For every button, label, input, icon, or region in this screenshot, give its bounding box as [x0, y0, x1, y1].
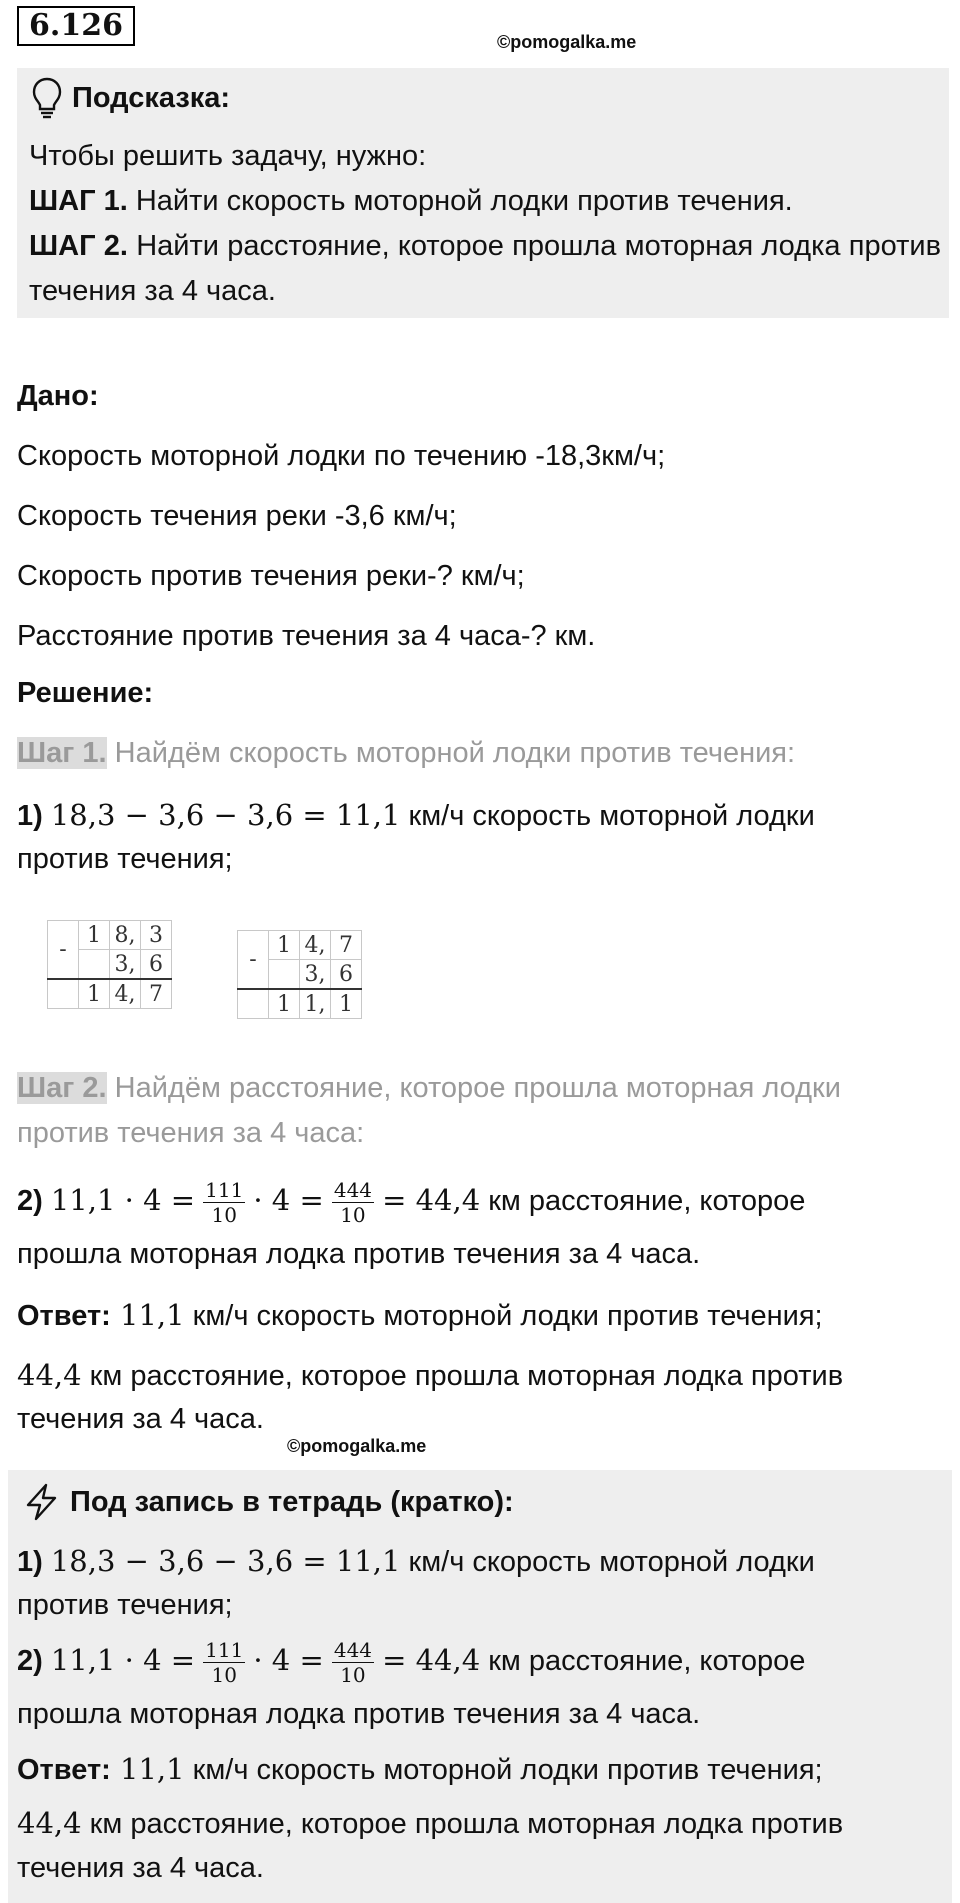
- watermark-bottom: ©pomogalka.me: [287, 1436, 427, 1456]
- digit-cell: 4,: [300, 931, 331, 960]
- item-2: [17, 1178, 805, 1227]
- given-line: Расстояние против течения за 4 часа-? км.: [17, 620, 596, 652]
- hint-step-2: [29, 224, 941, 314]
- lightbulb-icon: [31, 76, 63, 120]
- watermark-top: ©pomogalka.me: [497, 32, 637, 52]
- answer-text-2: км расстояние, которое прошла моторная лодка против: [81, 1360, 844, 1392]
- digit-cell: [238, 989, 269, 1019]
- minus-sign: -: [238, 931, 269, 990]
- item-1-text: км/ч скорость моторной лодки: [400, 800, 815, 832]
- digit-cell: 1: [269, 931, 300, 960]
- notes-item-1: [17, 1544, 815, 1579]
- digit-cell: [269, 960, 300, 990]
- given-line: Скорость моторной лодки по течению -18,3км/ч;: [17, 440, 666, 472]
- fraction-denominator: 10: [340, 1663, 366, 1687]
- answer-text-2: км расстояние, которое прошла моторная лодка против: [81, 1808, 844, 1840]
- item-2-number: 2): [17, 1185, 43, 1218]
- item-1-expression: 18,3 − 3,6 − 3,6 = 11,1: [50, 1544, 401, 1578]
- hint-step-2-text: Найти расстояние, которое прошла моторная лодка против течения за 4 часа.: [29, 230, 941, 307]
- answer-text-1: км/ч скорость моторной лодки против течения;: [184, 1300, 823, 1332]
- item-2-expression-b: · 4 =: [253, 1183, 324, 1218]
- item-1-text-cont: против течения;: [17, 843, 233, 875]
- problem-number: 6.126: [17, 6, 135, 46]
- answer-line-1: [17, 1298, 823, 1333]
- answer-line-3: течения за 4 часа.: [17, 1403, 264, 1435]
- answer-label: Ответ:: [17, 1300, 111, 1332]
- digit-cell: [48, 979, 79, 1009]
- column-subtraction-1: [47, 920, 172, 1009]
- digit-cell: 1: [331, 989, 362, 1019]
- fraction-111-10: [203, 1178, 245, 1227]
- fraction-numerator: 444: [333, 1178, 373, 1202]
- item-2-expression-b: · 4 =: [253, 1643, 324, 1678]
- item-1: [17, 798, 815, 833]
- hint-step-1: [29, 179, 941, 224]
- notes-answer-1: [17, 1752, 823, 1787]
- hint-title: Подсказка:: [72, 82, 231, 114]
- hint-step-2-label: ШАГ 2.: [29, 230, 128, 262]
- step-1-label: Шаг 1.: [17, 737, 107, 769]
- hint-box: [17, 68, 949, 318]
- item-2-expression-a: 11,1 · 4 =: [50, 1183, 196, 1218]
- item-1-number: 1): [17, 1546, 43, 1578]
- item-2-text-cont: прошла моторная лодка против течения за 4 часа.: [17, 1238, 701, 1270]
- column-subtraction-2: [237, 930, 362, 1019]
- digit-cell: 6: [141, 950, 172, 980]
- lightning-icon: [22, 1482, 62, 1522]
- digit-cell: 6: [331, 960, 362, 990]
- step-2-text: Найдём расстояние, которое прошла моторная лодки: [106, 1072, 841, 1104]
- answer-value-2: 44,4: [17, 1806, 82, 1840]
- notes-box: [8, 1470, 952, 1903]
- fraction-numerator: 111: [205, 1638, 244, 1662]
- fraction-denominator: 10: [211, 1663, 237, 1687]
- item-2-expression-c: = 44,4: [382, 1183, 481, 1218]
- solution-title: Решение:: [17, 677, 154, 709]
- item-2-expression-a: 11,1 · 4 =: [50, 1643, 196, 1678]
- notes-item-1-cont: против течения;: [17, 1589, 233, 1621]
- step-2-heading: [17, 1072, 841, 1105]
- answer-line-2: [17, 1358, 843, 1393]
- answer-value-1: 11,1: [110, 1298, 185, 1332]
- given-line: Скорость течения реки -3,6 км/ч;: [17, 500, 457, 532]
- step-2-label: Шаг 2.: [17, 1072, 107, 1104]
- item-1-expression: 18,3 − 3,6 − 3,6 = 11,1: [50, 798, 401, 832]
- fraction-444-10: [332, 1178, 374, 1227]
- item-2-text: км расстояние, которое: [480, 1185, 806, 1218]
- answer-text-1: км/ч скорость моторной лодки против течения;: [184, 1754, 823, 1786]
- digit-cell: 1: [79, 921, 110, 950]
- item-2-text: км расстояние, которое: [480, 1645, 806, 1678]
- digit-cell: 1,: [300, 989, 331, 1019]
- notes-answer-3: течения за 4 часа.: [17, 1852, 264, 1884]
- step-1-heading: [17, 737, 795, 770]
- item-2-expression-c: = 44,4: [382, 1643, 481, 1678]
- digit-cell: [79, 950, 110, 980]
- answer-value-1: 11,1: [110, 1752, 185, 1786]
- step-1-text: Найдём скорость моторной лодки против течения:: [106, 737, 796, 769]
- notes-item-2-cont: прошла моторная лодка против течения за 4 часа.: [17, 1698, 701, 1730]
- hint-intro: Чтобы решить задачу, нужно:: [29, 140, 427, 172]
- given-title: Дано:: [17, 380, 99, 412]
- digit-cell: 7: [331, 931, 362, 960]
- digit-cell: 7: [141, 979, 172, 1009]
- hint-step-1-label: ШАГ 1.: [29, 185, 128, 217]
- notes-item-2: [17, 1638, 805, 1687]
- digit-cell: 3: [141, 921, 172, 950]
- digit-cell: 1: [269, 989, 300, 1019]
- notes-answer-2: [17, 1806, 843, 1841]
- digit-cell: 8,: [110, 921, 141, 950]
- answer-label: Ответ:: [17, 1754, 111, 1786]
- fraction-denominator: 10: [340, 1203, 366, 1227]
- fraction-111-10: [203, 1638, 245, 1687]
- hint-lines: [29, 134, 941, 314]
- answer-value-2: 44,4: [17, 1358, 82, 1392]
- fraction-denominator: 10: [211, 1203, 237, 1227]
- step-2-text-cont: против течения за 4 часа:: [17, 1117, 365, 1149]
- hint-step-1-text: Найти скорость моторной лодки против течения.: [127, 185, 793, 217]
- minus-sign: -: [48, 921, 79, 980]
- notes-title: Под запись в тетрадь (кратко):: [70, 1486, 514, 1518]
- item-1-text: км/ч скорость моторной лодки: [400, 1546, 815, 1578]
- digit-cell: 3,: [110, 950, 141, 980]
- fraction-numerator: 444: [333, 1638, 373, 1662]
- given-line: Скорость против течения реки-? км/ч;: [17, 560, 525, 592]
- fraction-numerator: 111: [205, 1178, 244, 1202]
- item-2-number: 2): [17, 1645, 43, 1678]
- fraction-444-10: [332, 1638, 374, 1687]
- digit-cell: 4,: [110, 979, 141, 1009]
- item-1-number: 1): [17, 800, 43, 832]
- digit-cell: 1: [79, 979, 110, 1009]
- digit-cell: 3,: [300, 960, 331, 990]
